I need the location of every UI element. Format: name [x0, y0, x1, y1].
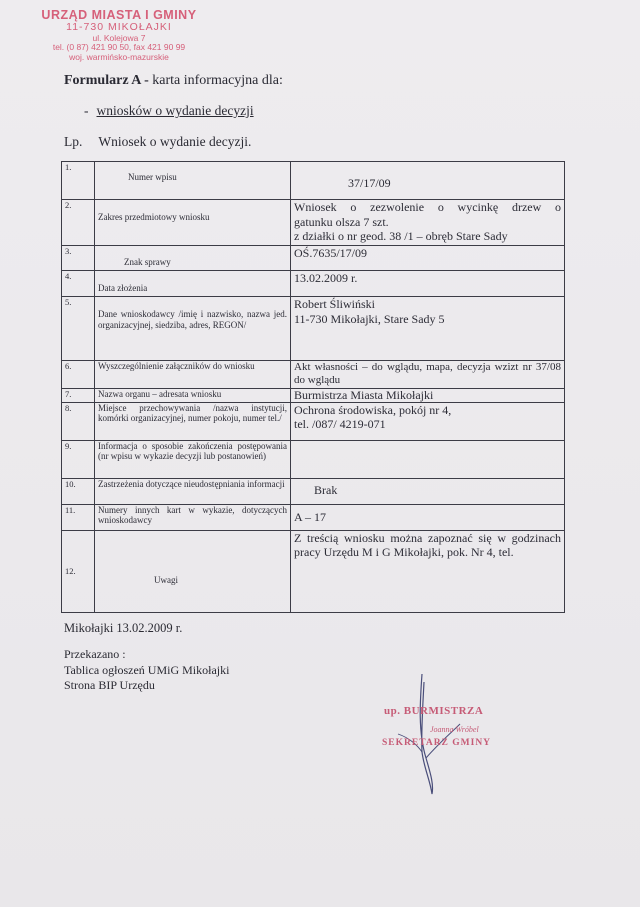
stamp-line-2: 11-730 MIKOŁAJKI — [66, 21, 172, 33]
row-label — [95, 478, 291, 504]
row-label — [95, 297, 291, 361]
row-number: 12. — [62, 530, 95, 612]
row-label-text: Uwagi — [154, 574, 178, 585]
row-value — [291, 530, 565, 612]
row-number: 11. — [62, 504, 95, 530]
lp-label: Lp. — [64, 134, 83, 149]
row-number: 5. — [62, 297, 95, 361]
row-value — [291, 440, 565, 478]
row-value: 13.02.2009 r. — [291, 271, 565, 297]
row-value — [291, 504, 565, 530]
row-value — [291, 162, 565, 200]
table-row — [62, 530, 565, 612]
row-value-text: Z treścią wniosku można zapoznać się w godzinach pracy Urzędu M i G Mikołajki, pok. Nr 4, tel. — [294, 530, 561, 560]
row-label — [95, 361, 291, 389]
table-row — [62, 271, 565, 297]
table-row — [62, 361, 565, 389]
row-number: 3. — [62, 246, 95, 271]
row-value-text: Brak — [314, 482, 338, 497]
lp-text: Wniosek o wydanie decyzji. — [98, 134, 252, 149]
table-row — [62, 246, 565, 271]
row-number: 8. — [62, 402, 95, 440]
stamp-line-3: ul. Kolejowa 7 — [92, 32, 146, 43]
signature-stamp-line-1: up. BURMISTRZA — [384, 705, 484, 717]
row-value-text: 37/17/09 — [348, 176, 391, 190]
table-row — [62, 504, 565, 530]
row-label-text: Data złożenia — [98, 283, 148, 293]
row-number: 1. — [62, 162, 95, 200]
form-heading-rest: karta informacyjna dla: — [148, 73, 283, 88]
row-label — [95, 162, 291, 200]
row-value-line: Robert Śliwiński — [294, 297, 376, 311]
row-label-text: Zastrzeżenia dotyczące nieudostępniania informacji — [98, 478, 285, 489]
row-label-text: Miejsce przechowywania /nazwa instytucji, komórki organizacyjnej, numer pokoju, numer tel./ — [98, 402, 287, 424]
subheading-dash: - — [84, 103, 89, 118]
row-label-text: Informacja o sposobie zakończenia postępowania (nr wpisu w wykazie decyzji lub postanowień) — [98, 440, 287, 462]
row-value-line: Wniosek o zezwolenie o wycinkę drzew o — [294, 200, 561, 214]
row-label-text: Dane wnioskodawcy /imię i nazwisko, nazwa jed. organizacyjnej, siedziba, adres, REGON/ — [98, 309, 287, 330]
distribution-item: Tablica ogłoszeń UMiG Mikołajki — [64, 662, 230, 677]
row-value-line: gatunku olsza 7 szt. — [294, 214, 389, 229]
signature-stamp-line-2: Joanna Wróbel — [430, 725, 479, 734]
row-number: 10. — [62, 478, 95, 504]
row-label-text: Znak sprawy — [124, 257, 171, 267]
row-value — [291, 297, 565, 361]
stamp-line-4: tel. (0 87) 421 90 50, fax 421 90 99 — [52, 42, 186, 53]
table-row — [62, 162, 565, 200]
row-value — [291, 200, 565, 246]
row-label — [95, 530, 291, 612]
row-value-text: Akt własności – do wglądu, mapa, decyzja wzizt nr 37/08 do wglądu — [294, 361, 561, 387]
form-heading — [64, 73, 283, 89]
place-date: Mikołajki 13.02.2009 r. — [64, 621, 183, 635]
row-number: 7. — [62, 389, 95, 403]
row-value-line: z działki o nr geod. 38 /1 – obręb Stare Sady — [294, 229, 508, 244]
row-value — [291, 361, 565, 389]
form-subheading — [84, 103, 254, 119]
row-value: Burmistrza Miasta Mikołajki — [291, 389, 565, 403]
row-label-text: Numery innych kart w wykazie, dotyczących wnioskodawcy — [98, 504, 287, 526]
table-row — [62, 297, 565, 361]
signature-stamp-line-3: SEKRETARZ GMINY — [382, 738, 492, 748]
table-row — [62, 402, 565, 440]
office-stamp — [14, 8, 224, 62]
signature-area — [360, 672, 560, 802]
row-value-line: tel. /087/ 4219-071 — [294, 417, 386, 432]
row-label-text: Wyszczególnienie załączników do wniosku — [98, 361, 255, 371]
row-value — [291, 402, 565, 440]
row-value-line: 11-730 Mikołajki, Stare Sady 5 — [294, 311, 445, 326]
table-row — [62, 200, 565, 246]
distribution-list — [64, 647, 229, 694]
stamp-line-1: URZĄD MIASTA I GMINY — [41, 8, 197, 22]
row-value — [291, 478, 565, 504]
row-value-text: A – 17 — [294, 509, 327, 524]
row-number: 9. — [62, 440, 95, 478]
przekazano-label: Przekazano : — [64, 647, 126, 661]
subheading-text: wniosków o wydanie decyzji — [96, 103, 254, 118]
row-label-text: Zakres przedmiotowy wniosku — [98, 212, 210, 222]
row-label — [95, 440, 291, 478]
row-label — [95, 271, 291, 297]
table-row — [62, 389, 565, 403]
distribution-item: Strona BIP Urzędu — [64, 678, 155, 693]
row-value: OŚ.7635/17/09 — [291, 246, 565, 271]
stamp-line-5: woj. warmińsko-mazurskie — [69, 51, 169, 62]
info-table — [61, 161, 565, 613]
row-number: 6. — [62, 361, 95, 389]
lp-line — [64, 134, 251, 150]
row-label: Nazwa organu – adresata wniosku — [95, 389, 291, 403]
table-row — [62, 478, 565, 504]
row-label-text: Numer wpisu — [128, 172, 177, 182]
row-number: 2. — [62, 200, 95, 246]
row-label — [95, 402, 291, 440]
row-label — [95, 504, 291, 530]
row-label — [95, 200, 291, 246]
row-number: 4. — [62, 271, 95, 297]
form-heading-bold: Formularz A - — [64, 73, 149, 88]
row-value-line: Ochrona środowiska, pokój nr 4, — [294, 402, 452, 417]
row-label — [95, 246, 291, 271]
table-row — [62, 440, 565, 478]
handwritten-signature-icon — [360, 672, 560, 802]
